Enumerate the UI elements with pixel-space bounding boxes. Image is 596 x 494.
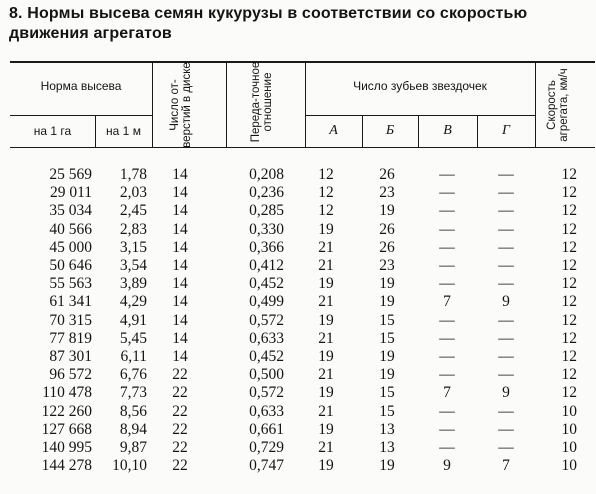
cell-a: 21 — [318, 366, 334, 384]
cell-ratio: 0,661 — [249, 420, 284, 438]
cell-ha: 70 315 — [49, 311, 92, 329]
cell-g: — — [498, 311, 514, 329]
header-teeth-g: Г — [502, 123, 510, 138]
table-title — [9, 4, 591, 44]
header-teeth-group: Число зубьев звездочек — [353, 79, 487, 93]
cell-b: 13 — [379, 420, 395, 438]
cell-b: 19 — [379, 348, 395, 365]
cell-ha: 96 572 — [49, 366, 92, 384]
cell-ha: 35 034 — [49, 202, 92, 220]
cell-holes: 14 — [172, 257, 188, 274]
cell-a: 19 — [318, 311, 334, 329]
cell-v: — — [439, 420, 455, 438]
cell-a: 19 — [318, 275, 334, 293]
cell-speed: 12 — [561, 384, 577, 402]
title-line-2: движения агрегатов — [9, 25, 172, 42]
cell-a: 21 — [318, 238, 334, 256]
cell-ratio: 0,208 — [249, 166, 284, 183]
cell-speed: 12 — [561, 238, 577, 256]
cell-b: 19 — [379, 275, 395, 293]
cell-m: 7,73 — [119, 384, 147, 402]
cell-b: 19 — [379, 202, 395, 220]
col-divider-norm-holes — [152, 61, 153, 148]
cell-speed: 10 — [561, 439, 577, 456]
cell-v: — — [439, 329, 455, 347]
table-row — [0, 275, 596, 293]
cell-b: 26 — [379, 238, 395, 256]
cell-a: 12 — [318, 166, 334, 183]
cell-speed: 12 — [561, 166, 577, 183]
cell-ratio: 0,366 — [249, 238, 284, 256]
header-bottom-rule — [10, 147, 595, 148]
cell-speed: 12 — [561, 366, 577, 384]
cell-ratio: 0,285 — [249, 202, 284, 220]
cell-g: — — [498, 402, 514, 420]
cell-g: — — [498, 348, 514, 365]
cell-m: 3,15 — [119, 238, 147, 256]
table-row — [0, 421, 596, 439]
cell-b: 15 — [379, 384, 395, 402]
table-row — [0, 348, 596, 366]
cell-ha: 55 563 — [49, 275, 92, 293]
cell-speed: 12 — [561, 311, 577, 329]
header-speed: Скорость агрегата, км/ч — [546, 68, 570, 142]
cell-ratio: 0,452 — [249, 275, 284, 293]
table-row — [0, 312, 596, 330]
cell-ha: 29 011 — [49, 184, 92, 202]
cell-a: 21 — [318, 329, 334, 347]
cell-v: — — [439, 402, 455, 420]
cell-v: 9 — [443, 457, 451, 475]
cell-v: — — [439, 220, 455, 238]
cell-m: 4,91 — [119, 311, 147, 329]
cell-g: — — [498, 220, 514, 238]
cell-g: — — [498, 257, 514, 274]
table-row — [0, 184, 596, 202]
cell-g: — — [498, 329, 514, 347]
cell-ratio: 0,499 — [249, 293, 284, 311]
teeth-subheader-rule — [305, 115, 535, 116]
cell-ha: 50 646 — [49, 257, 92, 274]
cell-g: — — [498, 166, 514, 183]
cell-ratio: 0,572 — [249, 384, 284, 402]
table-row — [0, 221, 596, 239]
cell-b: 19 — [379, 293, 395, 311]
cell-v: 7 — [443, 384, 451, 402]
cell-speed: 12 — [561, 257, 577, 274]
cell-g: 9 — [502, 293, 510, 311]
cell-holes: 14 — [172, 348, 188, 365]
cell-holes: 14 — [172, 275, 188, 293]
cell-b: 15 — [379, 329, 395, 347]
cell-ha: 127 668 — [41, 420, 92, 438]
cell-m: 3,54 — [119, 257, 147, 274]
table-row — [0, 202, 596, 220]
cell-holes: 22 — [172, 384, 188, 402]
cell-v: — — [439, 439, 455, 456]
cell-v: — — [439, 366, 455, 384]
cell-ratio: 0,572 — [249, 311, 284, 329]
table-row — [0, 403, 596, 421]
cell-ratio: 0,236 — [249, 184, 284, 202]
cell-speed: 12 — [561, 275, 577, 293]
cell-m: 3,89 — [119, 275, 147, 293]
cell-ratio: 0,500 — [249, 366, 284, 384]
cell-m: 2,45 — [119, 202, 147, 220]
header-teeth-a: А — [329, 123, 338, 138]
header-per-m: на 1 м — [106, 124, 141, 138]
cell-ratio: 0,633 — [249, 402, 284, 420]
cell-speed: 12 — [561, 293, 577, 311]
cell-b: 19 — [379, 366, 395, 384]
cell-ratio: 0,729 — [249, 439, 284, 456]
cell-m: 10,10 — [112, 457, 147, 475]
header-per-ha: на 1 га — [33, 124, 72, 138]
cell-v: — — [439, 348, 455, 365]
cell-b: 23 — [379, 184, 395, 202]
cell-holes: 22 — [172, 439, 188, 456]
cell-ratio: 0,452 — [249, 348, 284, 365]
cell-m: 2,83 — [119, 220, 147, 238]
cell-a: 21 — [318, 402, 334, 420]
cell-holes: 14 — [172, 329, 188, 347]
cell-b: 15 — [379, 311, 395, 329]
cell-v: — — [439, 166, 455, 183]
title-line-1: 8. Нормы высева семян кукурузы в соответствии со скоростью — [9, 5, 528, 22]
cell-holes: 14 — [172, 311, 188, 329]
cell-m: 6,76 — [119, 366, 147, 384]
cell-v: — — [439, 275, 455, 293]
header-teeth-b: Б — [385, 123, 395, 138]
cell-m: 9,87 — [119, 439, 147, 456]
table-row — [0, 330, 596, 348]
cell-holes: 14 — [172, 166, 188, 183]
cell-a: 21 — [318, 293, 334, 311]
cell-a: 12 — [318, 184, 334, 202]
cell-speed: 10 — [561, 420, 577, 438]
cell-holes: 22 — [172, 457, 188, 475]
cell-holes: 14 — [172, 293, 188, 311]
cell-v: — — [439, 238, 455, 256]
cell-m: 8,56 — [119, 402, 147, 420]
cell-ha: 144 278 — [41, 457, 92, 475]
cell-m: 8,94 — [119, 420, 147, 438]
cell-ha: 61 341 — [49, 293, 92, 311]
cell-g: — — [498, 366, 514, 384]
header-teeth-v: В — [443, 123, 452, 138]
cell-m: 5,45 — [119, 329, 147, 347]
cell-speed: 12 — [561, 329, 577, 347]
cell-b: 15 — [379, 402, 395, 420]
cell-b: 26 — [379, 220, 395, 238]
cell-ha: 87 301 — [49, 348, 92, 365]
table-row — [0, 457, 596, 475]
col-divider-teeth-speed — [535, 61, 536, 148]
header-holes: Число от-верстий в диске — [169, 62, 193, 148]
cell-a: 19 — [318, 457, 334, 475]
table-row — [0, 293, 596, 311]
cell-g: — — [498, 420, 514, 438]
col-divider-holes-ratio — [226, 61, 227, 148]
cell-v: — — [439, 184, 455, 202]
cell-v: 7 — [443, 293, 451, 311]
cell-g: — — [498, 275, 514, 293]
cell-v: — — [439, 257, 455, 274]
cell-ha: 122 260 — [41, 402, 92, 420]
table-row — [0, 384, 596, 402]
cell-a: 19 — [318, 420, 334, 438]
cell-a: 19 — [318, 220, 334, 238]
cell-ratio: 0,330 — [249, 220, 284, 238]
header-ratio: Переда-точное отношение — [250, 61, 274, 143]
header-norm-group: Норма высева — [40, 79, 122, 93]
cell-a: 21 — [318, 257, 334, 274]
cell-holes: 22 — [172, 366, 188, 384]
cell-ha: 45 000 — [49, 238, 92, 256]
cell-ha: 110 478 — [42, 384, 92, 402]
cell-b: 13 — [379, 439, 395, 456]
cell-speed: 10 — [561, 402, 577, 420]
table-row — [0, 439, 596, 457]
cell-g: — — [498, 238, 514, 256]
cell-a: 19 — [318, 384, 334, 402]
table-row — [0, 257, 596, 275]
cell-holes: 22 — [172, 420, 188, 438]
top-rule — [10, 61, 595, 63]
cell-a: 21 — [318, 439, 334, 456]
cell-ratio: 0,412 — [249, 257, 284, 274]
cell-m: 1,78 — [119, 166, 147, 183]
cell-ha: 140 995 — [41, 439, 92, 456]
cell-ha: 40 566 — [49, 220, 92, 238]
cell-speed: 12 — [561, 202, 577, 220]
cell-ratio: 0,747 — [249, 457, 284, 475]
cell-holes: 14 — [172, 220, 188, 238]
cell-m: 4,29 — [119, 293, 147, 311]
cell-g: — — [498, 202, 514, 220]
cell-speed: 12 — [561, 348, 577, 365]
cell-b: 23 — [379, 257, 395, 274]
cell-b: 26 — [379, 166, 395, 183]
cell-speed: 10 — [561, 457, 577, 475]
table-row — [0, 166, 596, 184]
cell-v: — — [439, 202, 455, 220]
cell-holes: 14 — [172, 184, 188, 202]
cell-b: 19 — [379, 457, 395, 475]
cell-g: 7 — [502, 457, 510, 475]
cell-m: 2,03 — [119, 184, 147, 202]
cell-holes: 14 — [172, 202, 188, 220]
cell-g: 9 — [502, 384, 510, 402]
cell-a: 19 — [318, 348, 334, 365]
cell-m: 6,11 — [120, 348, 147, 365]
cell-holes: 22 — [172, 402, 188, 420]
cell-v: — — [439, 311, 455, 329]
table-row — [0, 366, 596, 384]
cell-ha: 77 819 — [49, 329, 92, 347]
cell-speed: 12 — [561, 184, 577, 202]
cell-a: 12 — [318, 202, 334, 220]
cell-ratio: 0,633 — [249, 329, 284, 347]
norm-subheader-rule — [10, 115, 152, 116]
cell-ha: 25 569 — [49, 166, 92, 183]
table-row — [0, 239, 596, 257]
cell-speed: 12 — [561, 220, 577, 238]
cell-g: — — [498, 184, 514, 202]
cell-g: — — [498, 439, 514, 456]
cell-holes: 14 — [172, 238, 188, 256]
